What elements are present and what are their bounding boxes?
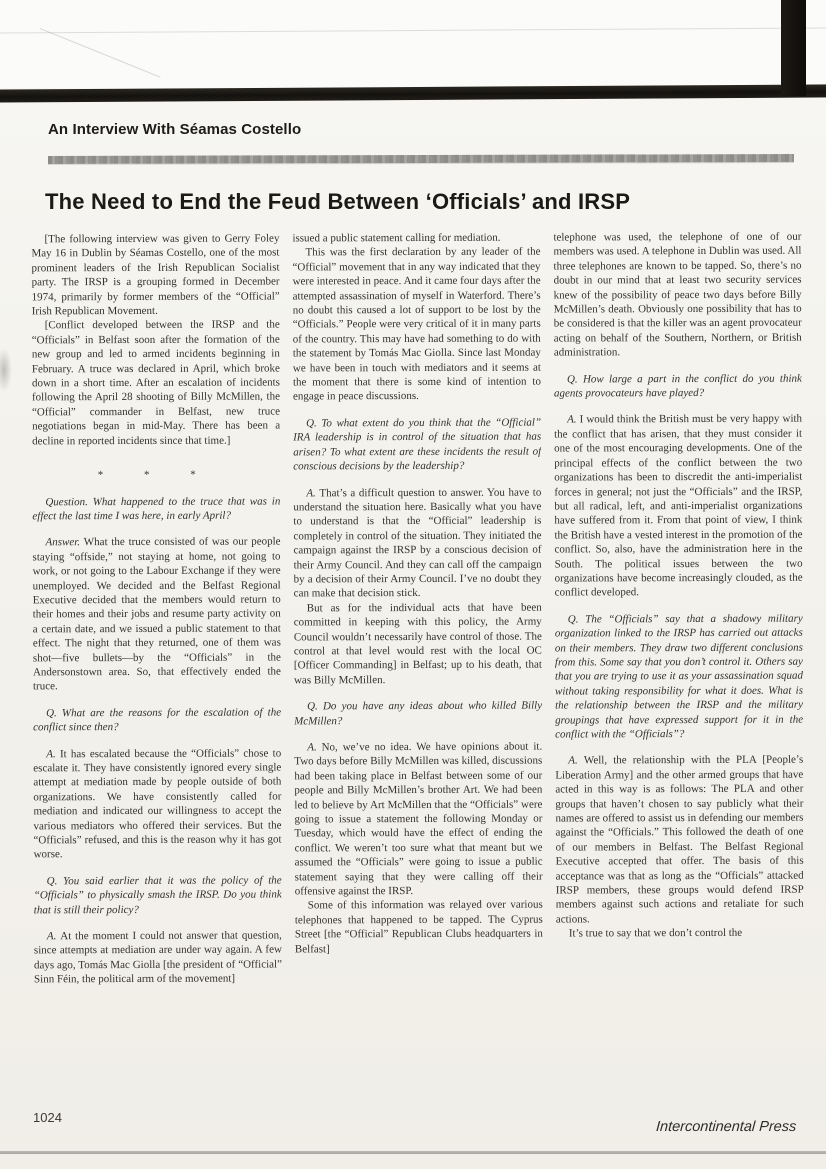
body-paragraph: [The following interview was given to Gerry Foley May 16 in Dublin by Séamas Costello, one of the most prominent leaders of the Irish Republican Socialist party. The IRSP is a grouping formed in December 1974, primarily by former members of the “Official” Irish Republican Movement. — [31, 232, 280, 318]
article-title: The Need to End the Feud Between ‘Officials’ and IRSP — [45, 189, 631, 214]
qa-lead: A. — [567, 413, 580, 426]
qa-lead: A. — [568, 754, 584, 767]
qa-lead: Q. — [307, 700, 323, 713]
body-paragraph: It’s true to say that we don’t control the — [568, 927, 743, 940]
body-paragraph: Some of this information was relayed over various telephones that happened to be tapped. The Cyprus Street [the “Official” Republican Clubs headquarters in Belfast] — [294, 899, 543, 956]
kicker-rule — [48, 154, 794, 164]
question-paragraph: Q. Do you have any ideas about who killed Billy McMillen? — [294, 699, 543, 728]
scan-corner-black-bar — [781, 0, 806, 96]
qa-lead: Q. — [46, 707, 62, 720]
column-2 — [292, 231, 543, 1144]
qa-lead: A. — [46, 747, 60, 760]
question-paragraph: Q. How large a part in the conflict do you think agents provocateurs have played? — [553, 372, 802, 400]
answer-paragraph: A. No, we’ve no idea. We have opinions about it. Two days before Billy McMillen was killed, discussions had been taking place in Belfast between some of our people and Billy McMillen’s brother Art. We had been led to believe by Art McMillen that the “Officials” were going to issue a statement the following Monday or Tuesday, which would have the effect of ending the conflict. We weren’t too sure what that meant but we assumed the “Officials” were going to issue a public statement saying that they were calling off their offensive against the IRSP. — [294, 740, 543, 898]
qa-lead: Q. — [566, 373, 583, 386]
answer-paragraph: A. At the moment I could not answer that question, since attempts at mediation are under way again. A few days ago, Tomás Mac Giolla [the president of “Official” Sinn Féin, the political arm of the movement] — [33, 929, 282, 986]
article-body — [31, 230, 806, 1145]
bottom-rule — [0, 1151, 826, 1154]
answer-paragraph: A. It has escalated because the “Officials” chose to escalate it. They have consistently ignored every single attempt at mediation made by people outside of both organizations. We have consistently called for mediation and indicated our willingness to accept the various mediators who offered their services. But the “Officials” refused, and this is the reason why it has got worse. — [33, 747, 282, 861]
column-1 — [31, 231, 282, 1144]
body-paragraph: But as for the individual acts that have been committed in keeping with this policy, the Army Council wouldn’t necessarily have control of those. The control at that level would rest with the local OC [Officer Commanding] in Belfast; up to his death, that was Billy McMillen. — [293, 601, 542, 687]
body-paragraph: [Conflict developed between the IRSP and the “Officials” in Belfast soon after the formation of the new group and led to armed incidents beginning in February. A truce was declared in April, which broke down in a short time. After an escalation of incidents following the April 28 shooting of Billy McMillen, the “Official” commander in Belfast, new truce negotiations began in mid-May. There has been a decline in reported incidents since that time.] — [31, 318, 281, 448]
answer-paragraph: A. That’s a difficult question to answer. You have to understand the situation here. Basically what you have to understand is that the “Official” leadership is completely in control of the situation. They initiated the campaign against the IRSP by a conscious decision of their Army Council. And they can call off the campaign by a decision of their Army Council. I’ve no doubt they can make that decision stick. — [293, 486, 542, 600]
qa-lead: Question. — [45, 495, 93, 508]
qa-lead: Answer. — [45, 536, 84, 549]
body-paragraph: issued a public statement calling for mediation. — [292, 231, 501, 245]
scan-edge-smudge — [0, 348, 12, 392]
page-number: 1024 — [33, 1110, 62, 1125]
question-paragraph: Q. What are the reasons for the escalation of the conflict since then? — [33, 706, 282, 734]
question-paragraph: Q. The “Officials” say that a shadowy military organization linked to the IRSP has carried out attacks on their members. They draw two different conclusions from this. Some say that you don’t control it. Others say that you are trying to use it as your assassination squad without taking responsibility for what it does. What is the relationship between the IRSP and the military groupings that have expressed support for it in the conflict with the “Officials”? — [554, 612, 804, 741]
body-paragraph: This was the first declaration by any leader of the “Official” movement that in any way indicated that they were interested in peace. And it came four days after the attempted assassination of myself in Waterford. There’s no doubt this caused a lot of support to be lost by the “Officials.” People were very critical of it in many parts of the country. This may have had something to do with the statement by Tomás Mac Giolla. Since last Monday we have been in touch with mediators and it seems at the moment that there is some kind of intention to engage in peace discussions. — [292, 245, 541, 403]
section-separator: * * * — [97, 468, 197, 482]
body-paragraph: telephone was used, the telephone of one of our members was used. A telephone in Dublin was used. All three telephones are known to be tapped. So, there’s no doubt in our mind that at least two security services knew of the possibility of peace two days before Billy McMillen’s death. Obviously one possibility that has to be considered is that the killer was an agent provocateur acting on behalf of the Southern, Northern, or British administration. — [553, 230, 802, 359]
answer-paragraph: A. I would think the British must be very happy with the conflict that has arisen, that they must consider it one of the most encouraging developments. One of the principal effects of the conflict between the two organizations has been to discredit the anti-imperialist forces in general; not just the “Officials” and the IRSP, but all radical, left, and anti-imperialist organizations have suffered from it. From that point of view, I think the British have a vested interest in the promotion of the conflict. So, also, have the administration here in the South. The political issues between the two organizations have become increasingly clouded, as the conflict developed. — [554, 413, 803, 599]
column-3 — [553, 230, 804, 1143]
qa-lead: Q. — [46, 875, 64, 888]
question-paragraph: Q. You said earlier that it was the policy of the “Officials” to physically smash the IRSP. Do you think that is still their policy? — [33, 874, 282, 917]
qa-lead: A. — [46, 930, 61, 943]
scan-top-margin — [0, 0, 826, 88]
answer-paragraph: Answer. What the truce consisted of was our people staying “offside,” not staying at home, not going to work, or not going to the Labour Exchange if they were unemployed. We decided and the Belfast Regional Executive decided that the members would return to their homes and their jobs and resume party activity on a certain date, and we issued a public statement to that effect. The night that they returned, one of them was shot—five bullets—by the “Officials” in the Andersonstown area. So, that effectively ended the truce. — [32, 535, 281, 693]
article-kicker: An Interview With Séamas Costello — [48, 121, 302, 138]
question-paragraph: Question. What happened to the truce that was in effect the last time I was here, in early April? — [32, 494, 281, 523]
qa-lead: Q. — [306, 417, 322, 430]
magazine-name: Intercontinental Press — [655, 1119, 797, 1135]
question-paragraph: Q. To what extent do you think that the “Official” IRA leadership is in control of the situation that has arisen? To what extent are these incidents the result of conscious decisions by the leadership? — [293, 416, 542, 473]
qa-lead: Q. — [567, 613, 586, 626]
answer-paragraph: A. Well, the relationship with the PLA [People’s Liberation Army] and the other armed groups that have acted in this way is as follows: The PLA and other groups that haven’t chosen to say publicly what their names are offered to assist us in defending our members against the “Officials.” This followed the death of one of our members in Belfast. The Belfast Regional Executive accepted that offer. The basis of this acceptance was that as long as the “Officials” attacked IRSP members, these groups would defend IRSP members against such actions and retaliate for such actions. — [555, 754, 804, 926]
qa-lead: A. — [307, 741, 322, 754]
qa-lead: A. — [306, 486, 320, 499]
